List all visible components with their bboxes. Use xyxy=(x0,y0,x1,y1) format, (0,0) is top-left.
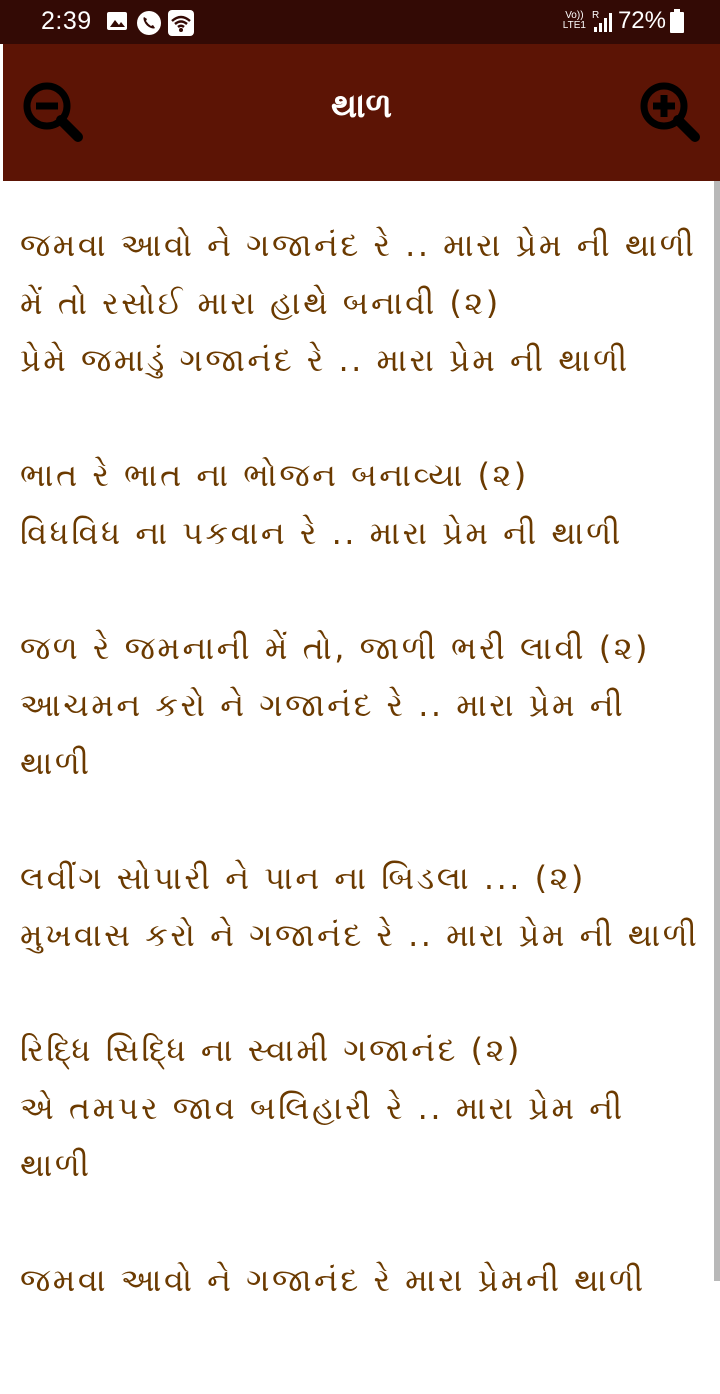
volte-indicator xyxy=(563,11,586,31)
zoom-in-icon xyxy=(638,80,702,144)
lyric-line: એ તમપર જાવ બલિહારી રે .. મારા પ્રેમ ની થાળી xyxy=(20,1088,625,1184)
lyrics-content[interactable] xyxy=(0,181,714,1394)
stanza-gap xyxy=(20,562,700,620)
page-title: થાળ xyxy=(331,86,392,126)
lyric-line: રિદ્ધિ સિદ્ધિ ના સ્વામી ગજાનંદ (૨) xyxy=(20,1031,522,1069)
stanza-gap xyxy=(20,965,700,1023)
lyric-line: જમવા આવો ને ગજાનંદ રે .. મારા પ્રેમ ની થાળી xyxy=(20,226,697,264)
lyric-line: લવીંગ સોપારી ને પાન ના બિડલા ... (૨) xyxy=(20,858,586,897)
lyric-line: મુખવાસ કરો ને ગજાનંદ રે .. મારા પ્રેમ ની થાળી xyxy=(20,916,700,954)
scrollbar[interactable] xyxy=(714,181,720,1281)
app-bar xyxy=(3,44,720,181)
lyric-line: ભાત રે ભાત ના ભોજન બનાવ્યા (૨) xyxy=(20,456,529,494)
stanza-gap xyxy=(20,1195,700,1253)
stanza-gap xyxy=(20,390,700,448)
status-right-group xyxy=(563,7,684,35)
volte-bottom-label: LTE1 xyxy=(562,20,586,31)
lyric-line: મેં તો રસોઈ મારા હાથે બનાવી (૨) xyxy=(20,283,501,322)
lyric-line: પ્રેમે જમાડું ગજાનંદ રે .. મારા પ્રેમ ની થાળી xyxy=(20,341,630,379)
zoom-in-button[interactable] xyxy=(638,80,702,144)
battery-percent: 72% xyxy=(617,7,666,34)
status-time: 2:39 xyxy=(41,7,92,35)
volte-top-label: Vo)) xyxy=(565,10,584,21)
lyric-line: જમવા આવો ને ગજાનંદ રે મારા પ્રેમની થાળી xyxy=(20,1261,646,1299)
battery-icon xyxy=(670,9,684,33)
image-icon xyxy=(106,10,128,32)
stanza-gap xyxy=(20,792,700,850)
lyric-line: આચમન કરો ને ગજાનંદ રે .. મારા પ્રેમ ની થાળી xyxy=(20,686,626,782)
lyric-line: વિધવિધ ના પકવાન રે .. મારા પ્રેમ ની થાળી xyxy=(20,513,623,552)
phone-icon xyxy=(136,10,162,36)
status-bar xyxy=(0,0,720,44)
signal-roaming-label: R xyxy=(591,10,600,21)
wifi-icon xyxy=(168,10,194,36)
lyric-line: જળ રે જમનાની મેં તો, જાળી ભરી લાવી (૨) xyxy=(20,628,651,667)
signal-icon xyxy=(592,9,614,33)
